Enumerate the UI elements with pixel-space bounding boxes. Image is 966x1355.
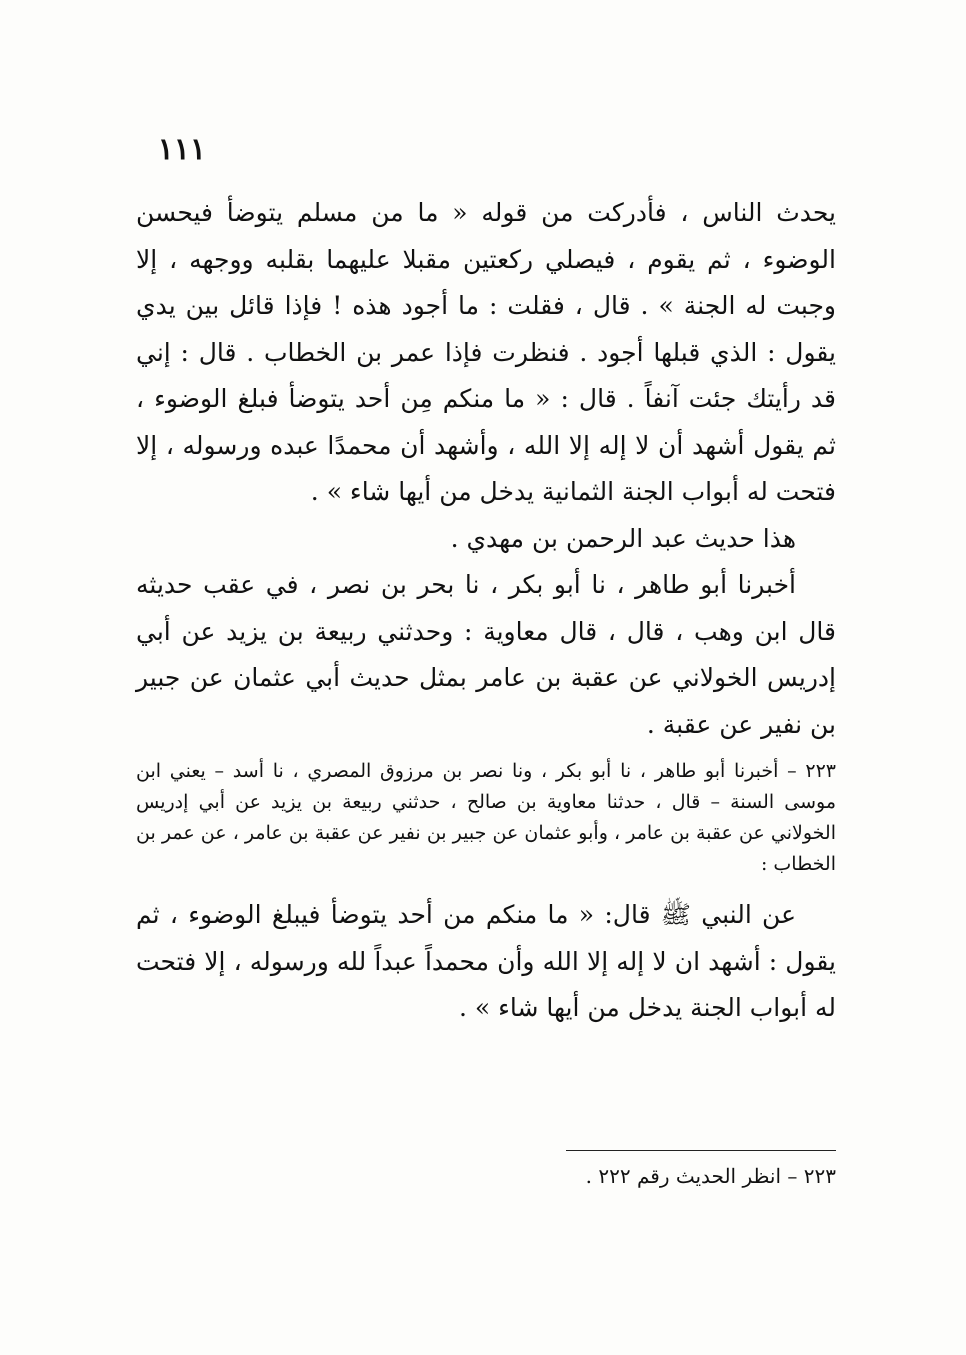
page-number: ١١١ <box>157 132 206 167</box>
hadith-paragraph-2: أخبرنا أبو طاهر ، نا أبو بكر ، نا بحر بن نصر ، في عقب حديثه قال ابن وهب ، قال ، قال معاوية : وحدثني ربيعة بن يزيد عن أبي إدريس الخولاني عن عقبة بن عامر بمثل حديث أبي عثمان عن جبير بن نفير عن عقبة . <box>136 570 836 739</box>
main-text <box>136 190 836 1032</box>
hadith-223-isnad: ٢٢٣ – أخبرنا أبو طاهر ، نا أبو بكر ، ونا نصر بن مرزوق المصري ، نا أسد – يعني ابن موسى السنة – قال ، حدثنا معاوية بن صالح ، حدثني ربيعة بن يزيد عن أبي إدريس الخولاني عن عقبة بن عامر ، وأبو عثمان عن جبير بن نفير عن عقبة بن عامر ، عن عمر بن الخطاب : <box>136 760 836 875</box>
hadith-source-line: هذا حديث عبد الرحمن بن مهدي . <box>450 523 796 553</box>
footnote: ٢٢٣ – انظر الحديث رقم ٢٢٢ . <box>585 1164 836 1188</box>
hadith-223-matn: عن النبي ﷺ قال: « ما منكم من أحد يتوضأ فيبلغ الوضوء ، ثم يقول : أشهد ان لا إله إلا الله وأن محمداً عبداً لله ورسوله ، إلا فتحت له أبواب الجنة يدخل من أيها شاء » . <box>136 900 836 1022</box>
footnote-divider <box>566 1150 836 1151</box>
hadith-paragraph-1: يحدث الناس ، فأدركت من قوله « ما من مسلم يتوضأ فيحسن الوضوء ، ثم يقوم ، فيصلي ركعتين مقبلا عليهما بقلبه ووجهه ، إلا وجبت له الجنة » . قال ، فقلت : ما أجود هذه ! فإذا قائل بين يدي يقول : الذي قبلها أجود . فنظرت فإذا عمر بن الخطاب . قال : إني قد رأيتك جئت آنفاً . قال : « ما منكم مِن أحد يتوضأ فبلغ الوضوء ، ثم يقول أشهد أن لا إله إلا الله ، وأشهد أن محمدًا عبده ورسوله ، إلا فتحت له أبواب الجنة الثمانية يدخل من أيها شاء » . <box>136 198 836 506</box>
